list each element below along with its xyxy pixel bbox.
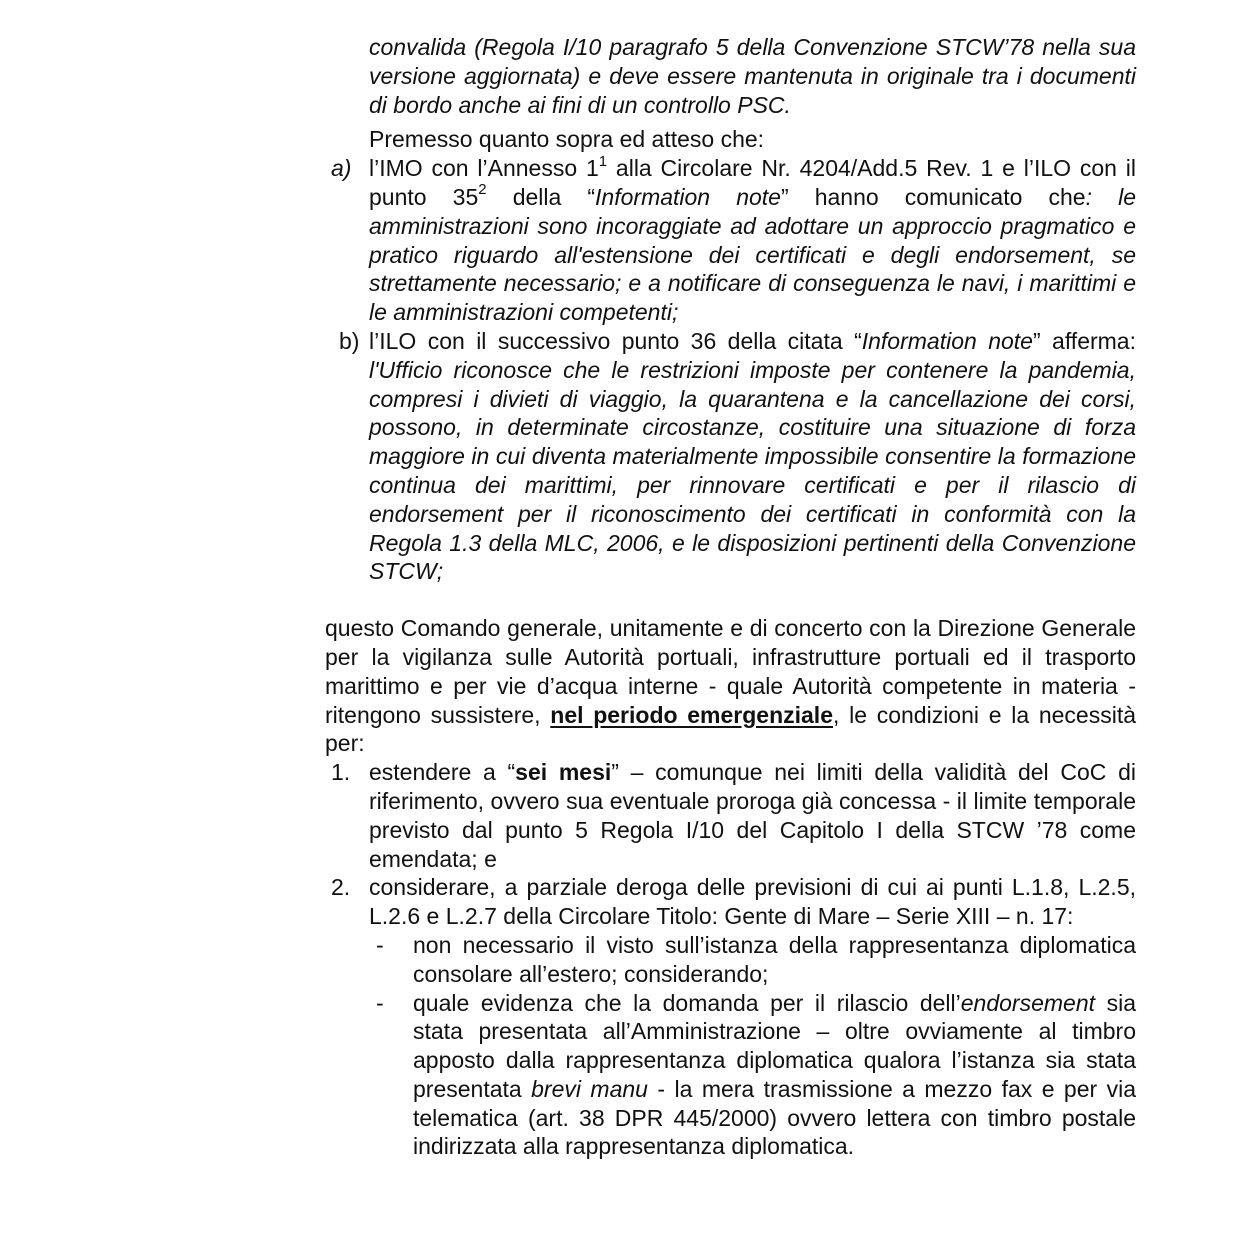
dash-1-text: non necessario il visto sull’istanza della rappresentanza diplomatica consolare all’estero; considerando; — [413, 931, 1136, 987]
numbered-1-text-2: ” – comunque nei limiti della validità del CoC di riferimento, ovvero sua eventuale proroga già concessa - il limite temporale previsto dal punto 5 Regola I/10 del Capitolo I della STCW ’78 come emendata; e — [369, 759, 1136, 872]
item-b-quote: l'Ufficio riconosce che le restrizioni imposte per contenere la pandemia, compresi i divieti di viaggio, la quarantena e la cancellazione dei corsi, possono, in determinate circostanze, costituire una situazione di forza maggiore in cui diventa materialmente impossibile consentire la formazione continua dei marittimi, per rinnovare certificati e per il rilascio di endorsement per il riconoscimento dei certificati in conformità con la Regola 1.3 della MLC, 2006, e le disposizioni pertinenti della Convenzione STCW; — [369, 356, 1136, 585]
item-b-text-1: l’ILO con il successivo punto 36 della citata “ — [369, 327, 862, 354]
emphasis-emergency-period: nel periodo emergenziale — [550, 701, 833, 728]
dash-item-1 — [325, 931, 1136, 989]
item-b-information-note: Information note — [861, 327, 1033, 354]
dash-marker-1: - — [376, 931, 384, 958]
dash-2-italic-brevi-manu: brevi manu — [531, 1075, 648, 1102]
premise-paragraph: Premesso quanto sopra ed atteso che: — [369, 126, 765, 153]
item-a-quote: : le amministrazioni sono incoraggiate ad adottare un approccio pragmatico e pratico riguardo all'estensione dei certificati e degli endorsement, se strettamente necessario; e a notificare di conseguenza le navi, i marittimi e le amministrazioni competenti; — [369, 183, 1136, 326]
document-page — [325, 33, 1136, 1161]
footnote-ref-1[interactable]: 1 — [598, 152, 608, 170]
list-item-b — [325, 327, 1136, 586]
main-text-1: questo Comando generale, unitamente e di concerto con la Direzione Generale per la vigilanza sulle Autorità portuali, infrastrutture portuali ed il trasporto marittimo e per vie d’acqua interne - quale Autorità competente in materia - ritengono sussistere, — [325, 615, 1136, 728]
item-a-text-3: della “ — [486, 183, 596, 210]
dash-2-italic-endorsement: endorsement — [960, 989, 1096, 1016]
item-a-text-4: ” hanno comunicato che — [780, 183, 1086, 210]
list-item-a — [325, 154, 1136, 327]
item-b-text-2: ” afferma: — [1032, 327, 1136, 354]
numbered-1-text-1: estendere a “ — [369, 759, 516, 786]
intro-paragraph: convalida (Regola I/10 paragrafo 5 della Convenzione STCW’78 nella sua versione aggiornata) e deve essere mantenuta in originale tra i documenti di bordo anche ai fini di un controllo PSC. — [369, 34, 1136, 118]
dash-2-text-3: - la mera trasmissione a mezzo fax e per via telematica (art. 38 DPR 445/2000) ovvero lettera con timbro postale indirizzata alla rappresentanza diplomatica. — [413, 1075, 1136, 1160]
dash-item-2 — [325, 989, 1136, 1162]
dash-marker-2: - — [376, 989, 384, 1016]
main-text-2: , le condizioni e la necessità per: — [325, 701, 1136, 757]
numbered-1-bold: sei mesi — [515, 759, 612, 786]
item-a-information-note: Information note — [595, 183, 781, 210]
numbered-item-1 — [325, 758, 1136, 873]
numbered-marker-1: 1. — [331, 759, 351, 786]
dash-2-text-1: quale evidenza che la domanda per il rilascio dell’ — [413, 989, 961, 1016]
numbered-marker-2: 2. — [331, 874, 351, 901]
footnote-ref-2[interactable]: 2 — [478, 181, 487, 199]
numbered-item-2 — [325, 873, 1136, 931]
dash-2-text-2: sia stata presentata all’Amministrazione – oltre ovviamente al timbro apposto dalla rappresentanza diplomatica qualora l’istanza sia stata presentata — [413, 989, 1136, 1102]
numbered-2-text: considerare, a parziale deroga delle previsioni di cui ai punti L.1.8, L.2.5, L.2.6 e L.2.7 della Circolare Titolo: Gente di Mare – Serie XIII – n. 17: — [369, 874, 1136, 930]
item-a-text-2: alla Circolare Nr. 4204/Add.5 Rev. 1 e l’ILO con il punto 35 — [369, 155, 1136, 210]
main-paragraph — [325, 614, 1136, 758]
list-marker-a: a) — [331, 155, 352, 182]
item-a-text-1: l’IMO con l’Annesso 1 — [369, 155, 599, 182]
list-marker-b: b) — [339, 327, 360, 354]
